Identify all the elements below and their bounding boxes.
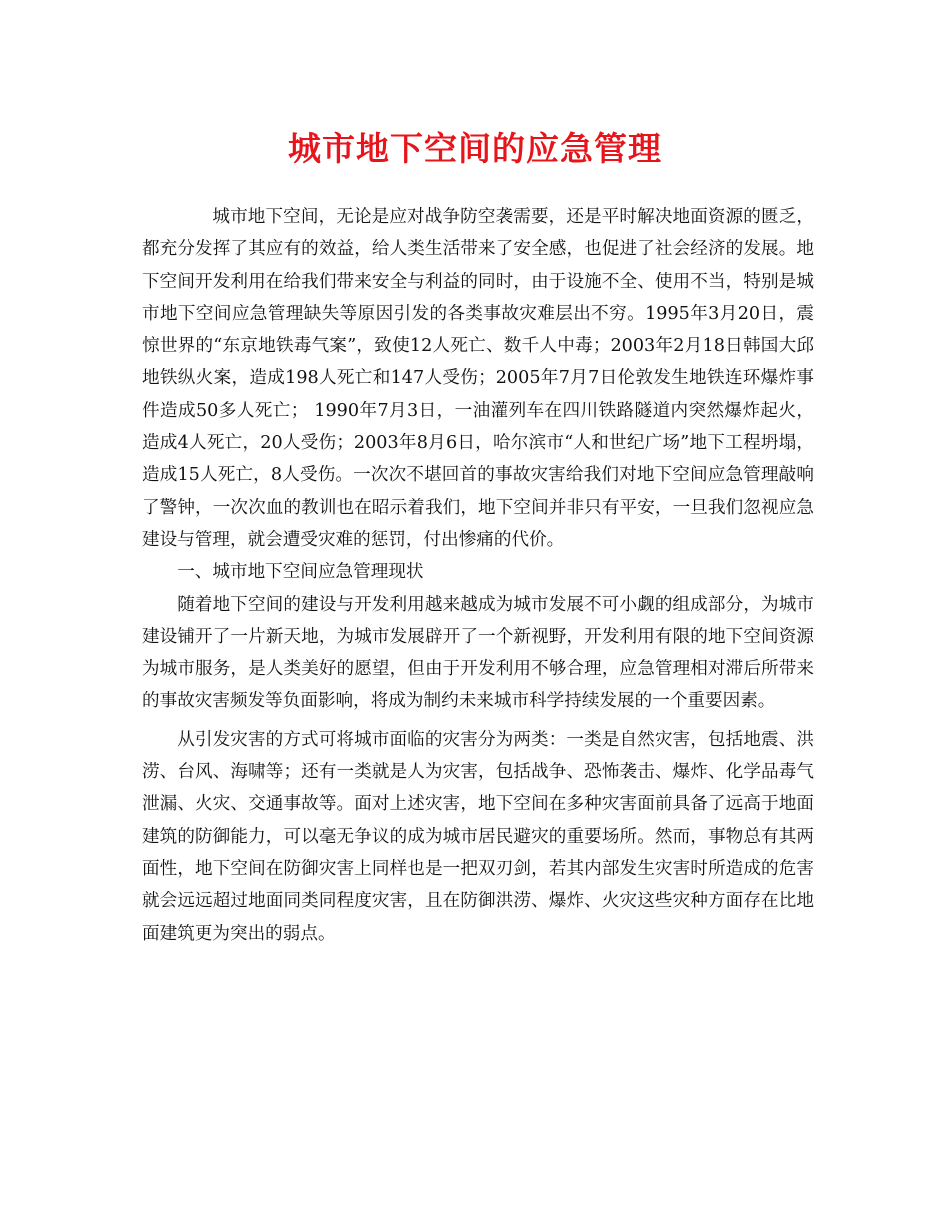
paragraph-disaster-types: 从引发灾害的方式可将城市面临的灾害分为两类：一类是自然灾害，包括地震、洪涝、台风、海啸等；还有一类就是人为灾害，包括战争、恐怖袭击、爆炸、化学品毒气泄漏、火灾、交通事故等。面对上述灾害，地下空间在多种灾害面前具备了远高于地面建筑的防御能力，可以毫无争议的成为城市居民避灾的重要场所。然而，事物总有其两面性，地下空间在防御灾害上同样也是一把双刃剑，若其内部发生灾害时所造成的危害就会远远超过地面同类同程度灾害，且在防御洪涝、爆炸、火灾这些灾种方面存在比地面建筑更为突出的弱点。 [142,729,814,944]
paragraph-intro: 城市地下空间，无论是应对战争防空袭需要，还是平时解决地面资源的匮乏，都充分发挥了其应有的效益，给人类生活带来了安全感，也促进了社会经济的发展。地下空间开发利用在给我们带来安全与利益的同时，由于设施不全、使用不当，特别是城市地下空间应急管理缺失等原因引发的各类事故灾难层出不穷。1995年3月20日，震惊世界的“东京地铁毒气案”，致使12人死亡、数千人中毒；2003年2月18日韩国大邱地铁纵火案，造成198人死亡和147人受伤；2005年7月7日伦敦发生地铁连环爆炸事件造成50多人死亡； 1990年7月3日，一油灌列车在四川铁路隧道内突然爆炸起火，造成4人死亡，20人受伤；2003年8月6日，哈尔滨市“人和世纪广场”地下工程坍塌，造成15人死亡，8人受伤。一次次不堪回首的事故灾害给我们对地下空间应急管理敲响了警钟，一次次血的教训也在昭示着我们，地下空间并非只有平安，一旦我们忽视应急建设与管理，就会遭受灾难的惩罚，付出惨痛的代价。 [142,207,814,550]
document-title: 城市地下空间的应急管理 [288,129,662,168]
document-body [142,201,814,950]
section-heading-status: 一、城市地下空间应急管理现状 [177,562,424,583]
paragraph-development: 随着地下空间的建设与开发利用越来越成为城市发展不可小觑的组成部分，为城市建设铺开了一片新天地，为城市发展辟开了一个新视野，开发利用有限的地下空间资源为城市服务，是人类美好的愿望，但由于开发利用不够合理，应急管理相对滞后所带来的事故灾害频发等负面影响，将成为制约未来城市科学持续发展的一个重要因素。 [142,594,814,712]
